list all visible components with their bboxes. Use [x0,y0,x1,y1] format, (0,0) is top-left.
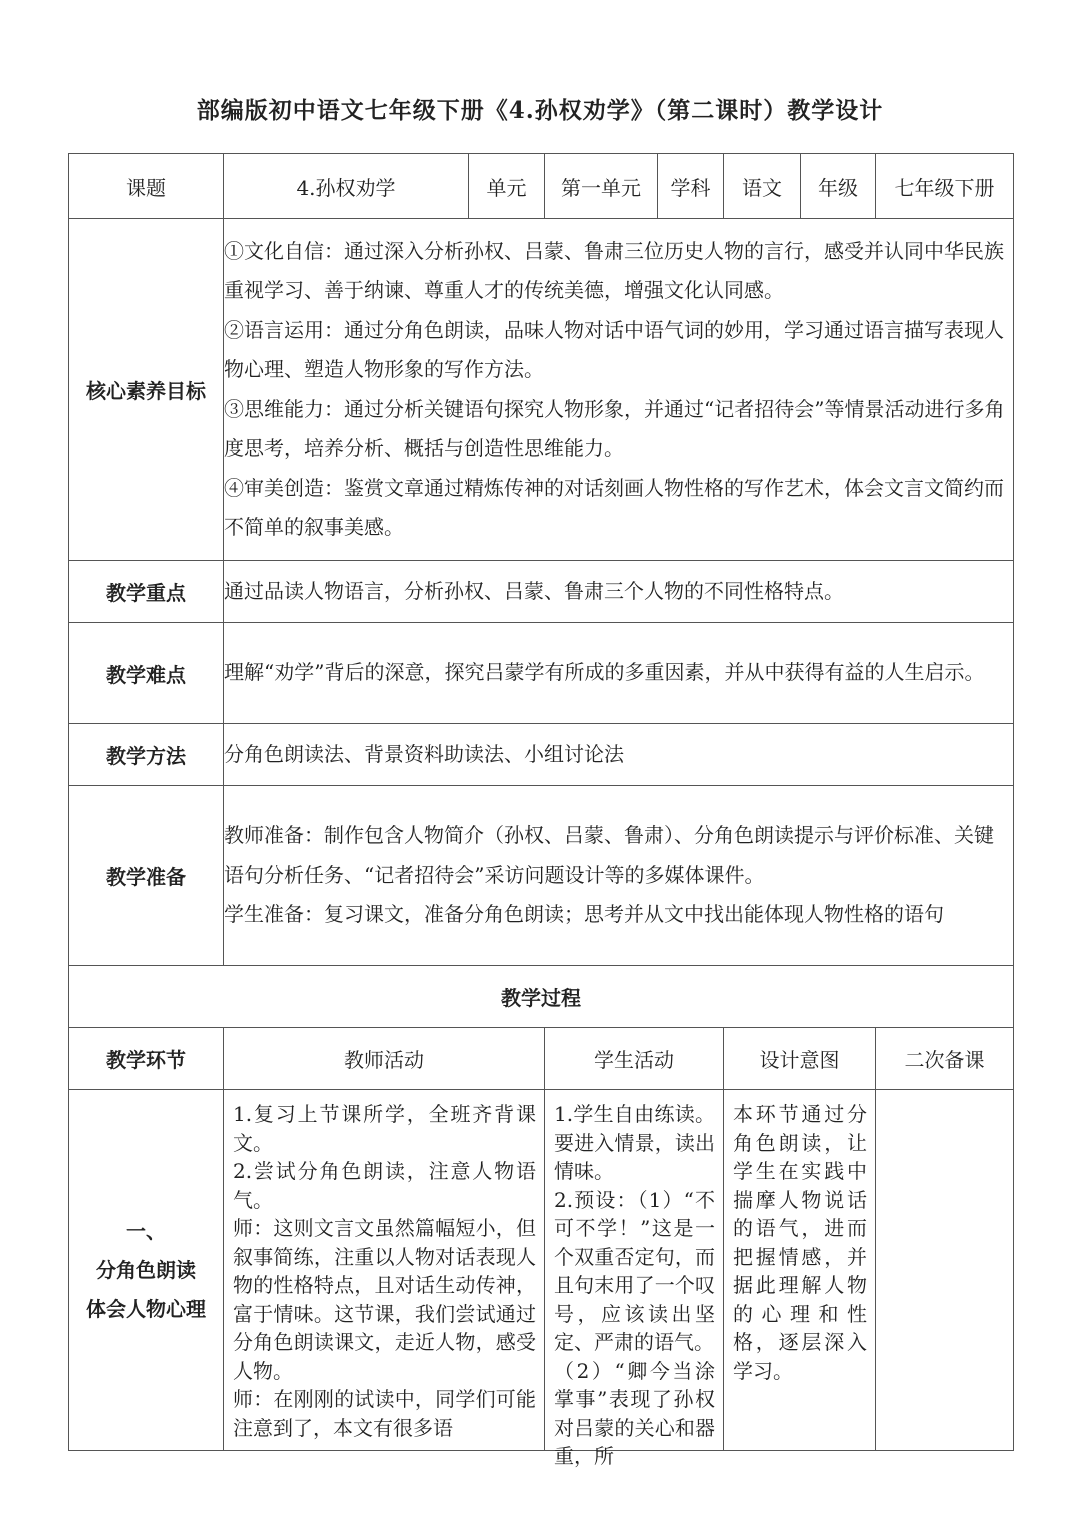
header-stage: 教学环节 [69,1028,224,1090]
goals-content [224,219,1014,561]
teacher-activity-item: 师：在刚刚的试读中，同学们可能注意到了，本文有很多语 [233,1387,536,1440]
stage-title-line1: 分角色朗读 [96,1257,196,1282]
subject-label: 学科 [658,154,724,219]
goal-item: ④审美创造：鉴赏文章通过精炼传神的对话刻画人物性格的写作艺术，体会文言文简约而不简单的叙事美感。 [224,475,1004,539]
grade-label: 年级 [801,154,876,219]
student-activity-cell [545,1090,724,1468]
key-points-row [69,561,1014,623]
methods-text: 分角色朗读法、背景资料助读法、小组讨论法 [224,724,1014,786]
goal-item: ①文化自信：通过深入分析孙权、吕蒙、鲁肃三位历史人物的言行，感受并认同中华民族重视学习、善于纳谏、尊重人才的传统美德，增强文化认同感。 [224,238,1004,302]
process-header-row [69,1028,1014,1090]
difficulties-text: 理解“劝学”背后的深意，探究吕蒙学有所成的多重因素，并从中获得有益的人生启示。 [224,623,1014,724]
student-activity-item: 2.预设：（1）“不可不学！”这是一个双重否定句，而且句末用了一个叹号，应该读出坚定、严肃的语气。 [554,1187,715,1354]
lesson-plan-table [68,153,1014,1468]
secondary-notes-cell [876,1090,1014,1451]
goal-item: ③思维能力：通过分析关键语句探究人物形象，并通过“记者招待会”等情景活动进行多角度思考，培养分析、概括与创造性思维能力。 [224,396,1005,460]
student-activity-item: 1.学生自由练读。要进入情景，读出情味。 [554,1102,715,1183]
goals-label: 核心素养目标 [69,219,224,561]
stage-title-line2: 体会人物心理 [86,1296,206,1321]
topic-label: 课题 [69,154,224,219]
teacher-activity-cell [224,1090,545,1451]
student-activity-item: （2）“卿今当涂掌事”表现了孙权对吕蒙的关心和器重，所 [554,1358,715,1468]
preparation-content [224,786,1014,966]
header-notes: 二次备课 [876,1028,1014,1090]
stage-number: 一、 [126,1218,166,1243]
preparation-row [69,786,1014,966]
methods-row [69,724,1014,786]
key-points-text: 通过品读人物语言，分析孙权、吕蒙、鲁肃三个人物的不同性格特点。 [224,561,1014,623]
header-teacher: 教师活动 [224,1028,545,1090]
header-student: 学生活动 [545,1028,724,1090]
teacher-activity-item: 2.尝试分角色朗读，注意人物语气。 [233,1159,536,1212]
process-heading: 教学过程 [69,966,1014,1028]
header-intent: 设计意图 [724,1028,876,1090]
info-row [69,154,1014,219]
preparation-label: 教学准备 [69,786,224,966]
process-row [69,1090,1014,1451]
unit-label: 单元 [469,154,545,219]
topic-value: 4.孙权劝学 [224,154,469,219]
goal-item: ②语言运用：通过分角色朗读，品味人物对话中语气词的妙用，学习通过语言描写表现人物心理、塑造人物形象的写作方法。 [224,317,1004,381]
difficulties-label: 教学难点 [69,623,224,724]
process-heading-row [69,966,1014,1028]
teacher-activity-item: 师：这则文言文虽然篇幅短小，但叙事简练，注重以人物对话表现人物的性格特点，且对话生动传神，富于情味。这节课，我们尝试通过分角色朗读课文，走近人物，感受人物。 [233,1216,536,1383]
difficulties-row [69,623,1014,724]
teacher-activity-item: 1.复习上节课所学，全班齐背课文。 [233,1102,536,1155]
design-intent-cell [724,1090,876,1451]
preparation-item: 学生准备：复习课文，准备分角色朗读；思考并从文中找出能体现人物性格的语句 [224,902,944,927]
page-title: 部编版初中语文七年级下册《4.孙权劝学》（第二课时）教学设计 [196,97,884,124]
goals-row [69,219,1014,561]
key-points-label: 教学重点 [69,561,224,623]
preparation-item: 教师准备：制作包含人物简介（孙权、吕蒙、鲁肃）、分角色朗读提示与评价标准、关键语句分析任务、“记者招待会”采访问题设计等的多媒体课件。 [224,823,994,887]
methods-label: 教学方法 [69,724,224,786]
stage-cell [69,1090,224,1451]
unit-value: 第一单元 [545,154,658,219]
grade-value: 七年级下册 [876,154,1014,219]
subject-value: 语文 [724,154,801,219]
design-intent-text: 本环节通过分角色朗读，让学生在实践中揣摩人物说话的语气，进而把握情感，并据此理解人物的心理和性格，逐层深入学习。 [733,1102,867,1383]
